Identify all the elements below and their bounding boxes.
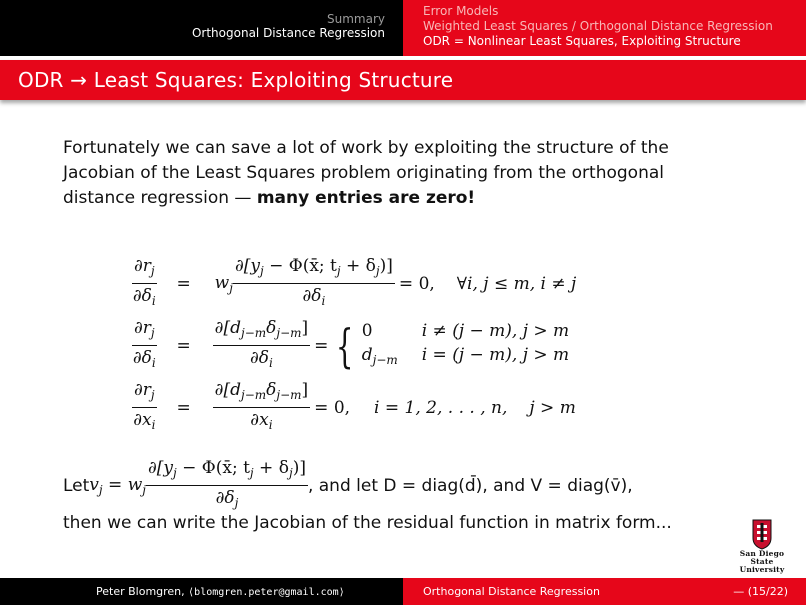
eq2-case-2: $d_{j-m}$ i = (j − m), j > m (361, 345, 570, 367)
eq2-relation: = (176, 335, 191, 356)
eq1-fraction: $\frac{\partial[y_j - \Phi(x̄; t_j + \delta_j)]}{\partial\delta_i}$ (234, 256, 393, 308)
eq3-relation: = (176, 397, 191, 418)
eq3-lhs: $\frac{\partial r_j}{\partial x_i}$ (133, 380, 156, 432)
nav-item-error-models[interactable]: Error Models (423, 4, 499, 18)
equation-3 (132, 380, 576, 435)
nav-left-panel (0, 0, 403, 56)
footer-page-number: — (15/22) (733, 585, 788, 598)
frame-title: ODR → Least Squares: Exploiting Structure (18, 68, 454, 92)
footer-title[interactable]: Orthogonal Distance Regression (423, 585, 600, 598)
intro-paragraph (63, 136, 733, 211)
equation-1 (132, 256, 576, 311)
footer-author: Peter Blomgren, (96, 585, 185, 598)
nav-section-summary[interactable]: Summary (327, 12, 385, 26)
footer (0, 578, 806, 605)
footer-right (403, 578, 806, 605)
eq2-brace: { (336, 318, 354, 373)
navigation-bar (0, 0, 806, 56)
eq1-weight: $w_j$ (214, 272, 233, 295)
intro-line-1: Fortunately we can save a lot of work by exploiting the structure of the (63, 138, 669, 158)
intro-line-2: Jacobian of the Least Squares problem originating from the orthogonal (63, 163, 664, 183)
eq3-condition-j: j > m (529, 397, 576, 418)
let-prefix: Let (63, 475, 90, 496)
eq1-relation: = (176, 273, 191, 294)
v-definition: $v_j = w_j$ (89, 474, 146, 497)
frame-title-bar (0, 60, 806, 100)
logo-line-1: San Diego State (739, 549, 785, 566)
conclusion-text: then we can write the Jacobian of the residual function in matrix form... (63, 513, 672, 533)
eq2-fraction: $\frac{\partial[d_{j-m}\delta_{j-m}]}{\partial\delta_i}$ (214, 318, 309, 370)
eq1-lhs: $\frac{\partial r_j}{\partial\delta_i}$ (132, 256, 156, 308)
nav-item-odr-nls[interactable]: ODR = Nonlinear Least Squares, Exploiting Structure (423, 34, 741, 48)
intro-line-3-prefix: distance regression — (63, 188, 257, 208)
let-suffix: , and let D = diag(d̄), and V = diag(v̄), (307, 475, 633, 496)
nav-item-wls-odr[interactable]: Weighted Least Squares / Orthogonal Distance Regression (423, 19, 773, 33)
intro-emphasis: many entries are zero! (256, 188, 476, 208)
nav-right-panel (403, 0, 806, 56)
eq2-case-1: 0 i ≠ (j − m), j > m (361, 321, 570, 341)
footer-left (0, 578, 403, 605)
footer-email[interactable]: ⟨blomgren.peter@gmail.com⟩ (188, 587, 345, 598)
eq3-fraction: $\frac{\partial[d_{j-m}\delta_{j-m}]}{\partial x_i}$ (214, 380, 309, 432)
eq2-lhs: $\frac{\partial r_j}{\partial\delta_i}$ (132, 318, 156, 370)
definition-line (63, 458, 763, 513)
eq2-equals: = (314, 335, 329, 356)
eq1-result: = 0, (398, 273, 435, 294)
nav-subsection-odr[interactable]: Orthogonal Distance Regression (191, 26, 385, 40)
logo-line-2: University (739, 565, 785, 574)
v-fraction: $\frac{\partial[y_j - \Phi(x̄; t_j + \delta_j)]}{\partial\delta_j}$ (147, 458, 306, 510)
eq3-result: = 0, (314, 397, 351, 418)
eq2-cases (362, 319, 569, 372)
eq3-condition-i: i = 1, 2, . . . , n, (374, 397, 508, 418)
sdsu-seal-icon (751, 518, 773, 550)
university-logo (727, 518, 797, 574)
equation-2 (132, 318, 569, 373)
eq1-condition: ∀i, j ≤ m, i ≠ j (456, 273, 577, 294)
